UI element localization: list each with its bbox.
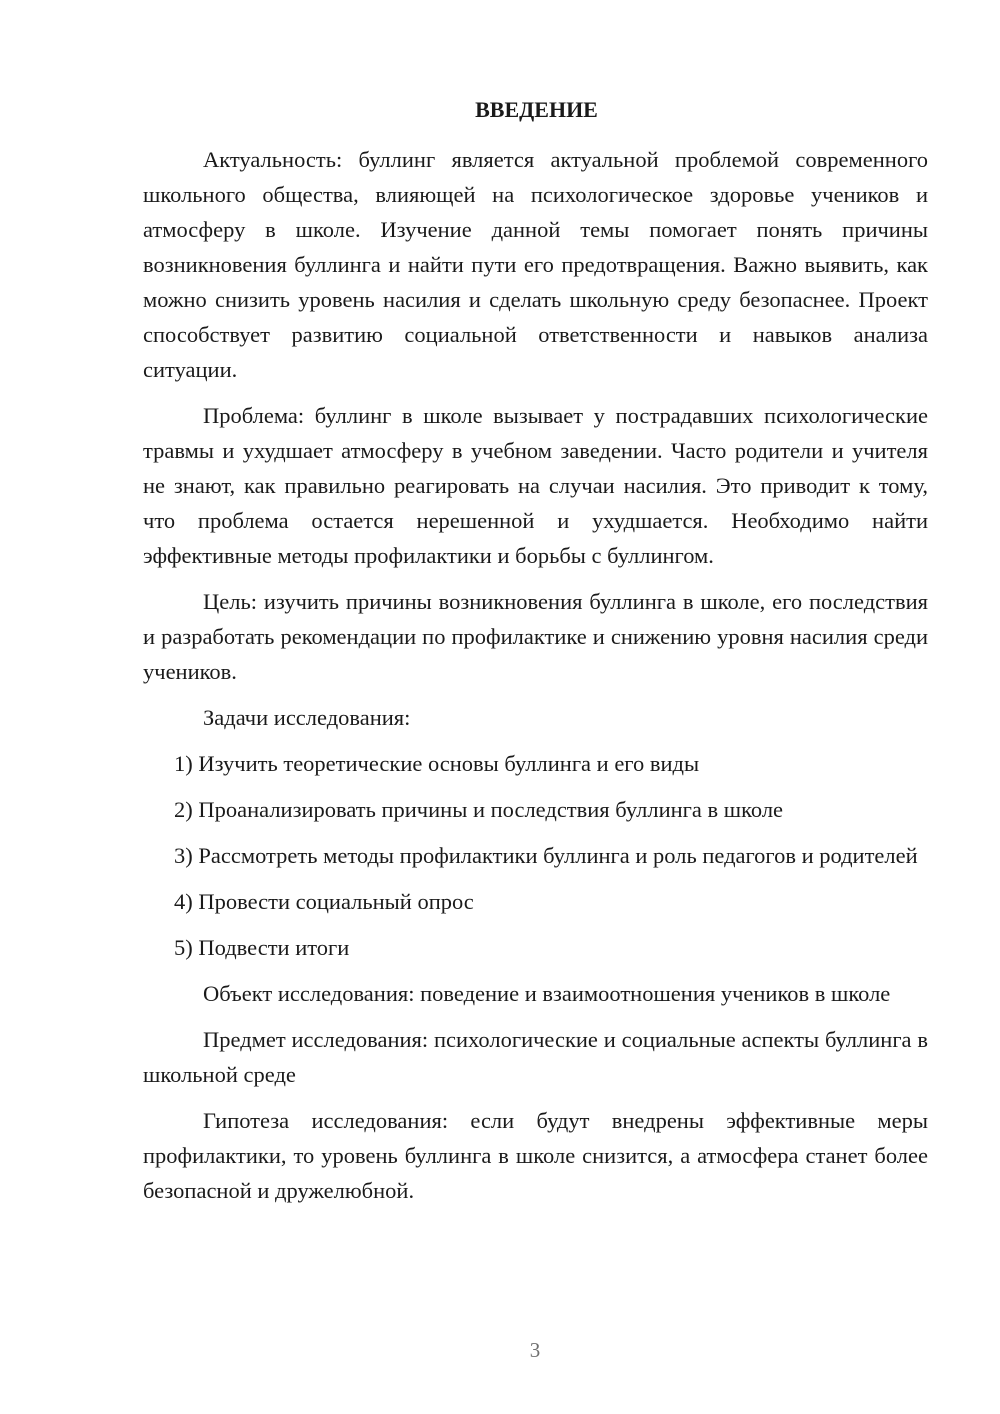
task-item: 5) Подвести итоги [174, 935, 350, 960]
task-item: 3) Рассмотреть методы профилактики буллинга и роль педагогов и родителей [174, 843, 918, 868]
hypothesis-paragraph: Гипотеза исследования: если будут внедрены эффективные меры профилактики, то уровень буллинга в школе снизится, а атмосфера станет более безопасной и дружелюбной. [143, 1108, 928, 1203]
relevance-paragraph: Актуальность: буллинг является актуальной проблемой современного школьного общества, влияющей на психологическое здоровье учеников и атмосферу в школе. Изучение данной темы помогает понять причины возникновения буллинга и найти пути его предотвращения. Важно выявить, как можно снизить уровень насилия и сделать школьную среду безопаснее. Проект способствует развитию социальной ответственности и навыков анализа ситуации. [143, 147, 928, 382]
page-content [143, 92, 928, 1219]
task-item: 1) Изучить теоретические основы буллинга и его виды [174, 751, 700, 776]
page-number: 3 [529, 1338, 541, 1362]
page-title: ВВЕДЕНИЕ [475, 97, 598, 122]
task-item: 4) Провести социальный опрос [174, 889, 474, 914]
problem-paragraph: Проблема: буллинг в школе вызывает у пострадавших психологические травмы и ухудшает атмосферу в учебном заведении. Часто родители и учителя не знают, как правильно реагировать на случаи насилия. Это приводит к тому, что проблема остается нерешенной и ухудшается. Необходимо найти эффективные методы профилактики и борьбы с буллингом. [143, 403, 928, 568]
object-paragraph: Объект исследования: поведение и взаимоотношения учеников в школе [203, 981, 891, 1006]
goal-paragraph: Цель: изучить причины возникновения буллинга в школе, его последствия и разработать рекомендации по профилактике и снижению уровня насилия среди учеников. [143, 589, 928, 684]
tasks-heading: Задачи исследования: [203, 705, 411, 730]
task-item: 2) Проанализировать причины и последствия буллинга в школе [174, 797, 784, 822]
subject-paragraph: Предмет исследования: психологические и социальные аспекты буллинга в школьной среде [143, 1027, 928, 1087]
